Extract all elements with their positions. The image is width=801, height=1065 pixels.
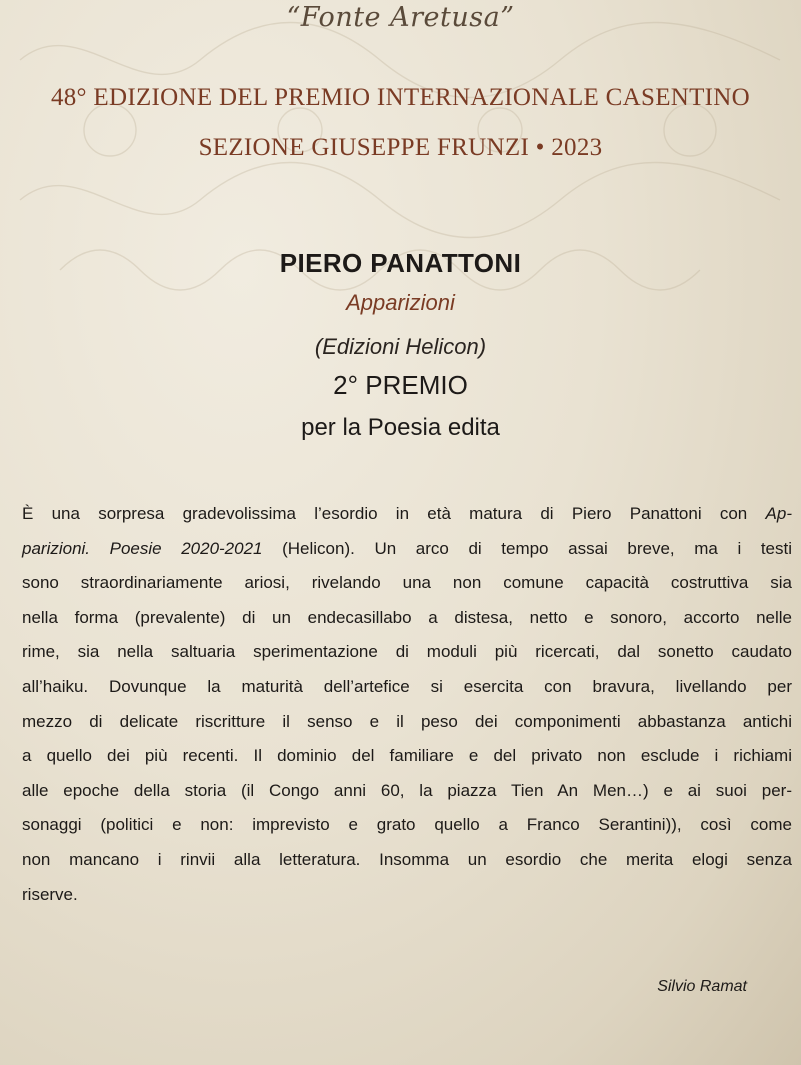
- review-line: mezzo di delicate riscritture il senso e il peso dei componimenti abbastanza antichi: [22, 711, 792, 731]
- review-line: sono straordinariamente ariosi, rivelando una non comune capacità costruttiva sia: [22, 573, 792, 593]
- review-line: all’haiku. Dovunque la maturità dell’artefice si esercita con bravura, livellando per: [22, 676, 792, 696]
- prize-rank: 2° PREMIO: [333, 370, 468, 400]
- review-line: nella forma (prevalente) di un endecasillabo a distesa, netto e sonoro, accorto nelle: [22, 607, 792, 627]
- motto-title: “Fonte Aretusa”: [286, 2, 515, 33]
- review-line: È una sorpresa gradevolissima l’esordio in età matura di Piero Panattoni con Ap-: [22, 504, 792, 523]
- book-title: Apparizioni: [346, 290, 455, 315]
- damask-background-pattern: [0, 0, 801, 330]
- review-line: rime, sia nella saltuaria sperimentazione di moduli più ricercati, dal sonetto caudato: [22, 642, 792, 662]
- review-line: non mancano i rinvii alla letteratura. Insomma un esordio che merita elogi senza: [22, 849, 792, 869]
- edition-heading: 48° EDIZIONE DEL PREMIO INTERNAZIONALE CASENTINO: [50, 84, 751, 111]
- review-line: a quello dei più recenti. Il dominio del familiare e del privato non esclude i richiami: [22, 746, 792, 766]
- reviewer-signature: Silvio Ramat: [657, 978, 747, 995]
- publisher: (Edizioni Helicon): [314, 334, 487, 359]
- review-line: parizioni. Poesie 2020-2021 (Helicon). Un arco di tempo assai breve, ma i testi: [22, 538, 792, 558]
- prize-category: per la Poesia edita: [301, 414, 500, 441]
- section-heading: SEZIONE GIUSEPPE FRUNZI • 2023: [198, 134, 603, 161]
- review-line: sonaggi (politici e non: imprevisto e grato quello a Franco Serantini)), così come: [22, 815, 792, 835]
- review-text: [22, 497, 792, 912]
- review-line: riserve.: [22, 884, 78, 904]
- review-line: alle epoche della storia (il Congo anni 60, la piazza Tien An Men…) e ai suoi per-: [22, 780, 792, 800]
- author-name: PIERO PANATTONI: [279, 248, 522, 278]
